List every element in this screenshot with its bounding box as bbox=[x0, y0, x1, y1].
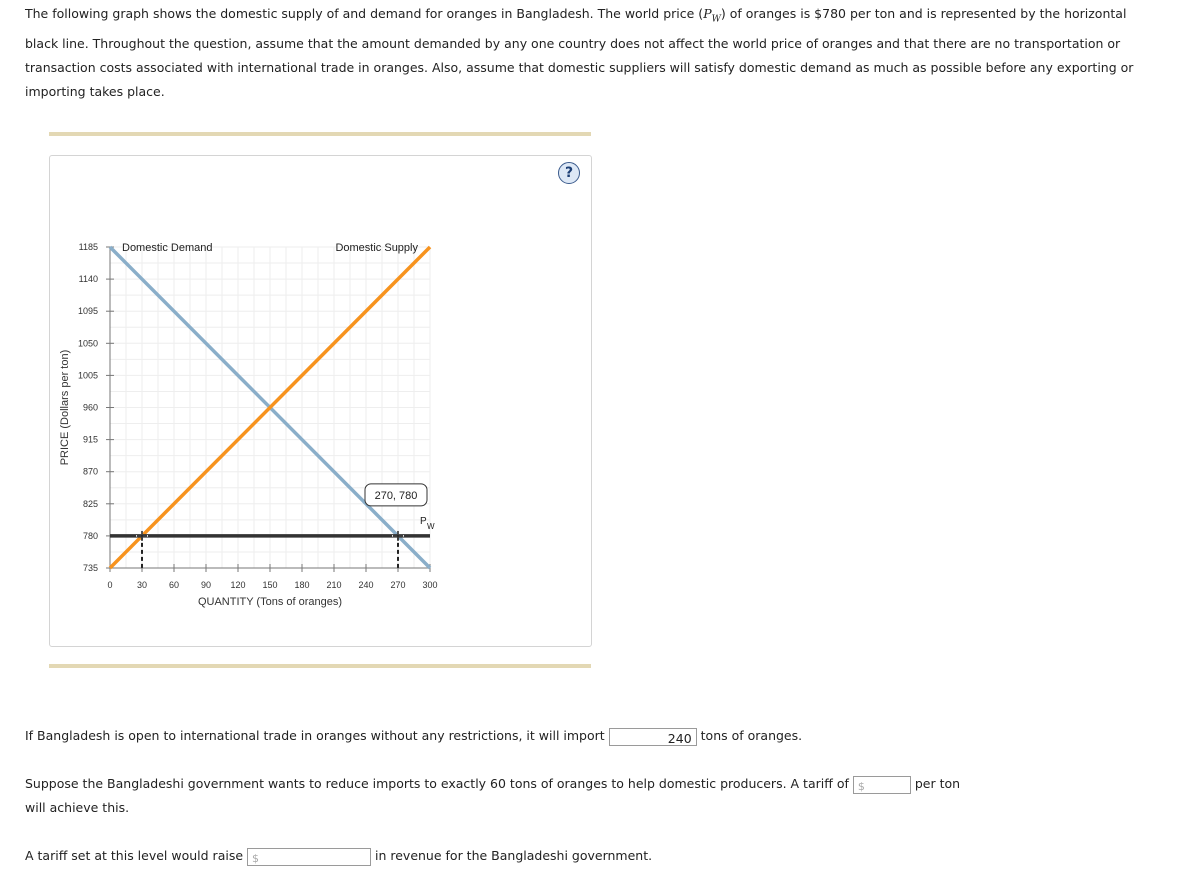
y-axis-label: PRICE (Dollars per ton) bbox=[59, 349, 71, 466]
tariff-prefix: Suppose the Bangladeshi government wants to reduce imports to exactly 60 tons of oranges to help domestic producers. A tariff of bbox=[25, 776, 849, 791]
supply-label: Domestic Supply bbox=[335, 242, 418, 254]
y-tick-label: 825 bbox=[82, 498, 98, 509]
pw-symbol: $P_W$ bbox=[703, 6, 721, 25]
y-tick-label: 1050 bbox=[77, 338, 98, 349]
x-tick-label: 120 bbox=[230, 580, 246, 590]
import-prefix: If Bangladesh is open to international trade in oranges without any restrictions, it will import bbox=[25, 728, 605, 743]
y-tick-label: 1005 bbox=[77, 370, 98, 381]
x-tick-label: 300 bbox=[422, 580, 438, 590]
help-icon[interactable]: ? bbox=[558, 162, 580, 184]
y-tick-label: 1185 bbox=[78, 242, 98, 252]
revenue-input[interactable]: $ bbox=[247, 848, 371, 866]
x-tick-label: 270 bbox=[390, 580, 406, 590]
x-tick-label: 180 bbox=[294, 580, 310, 590]
y-tick-label: 1095 bbox=[77, 306, 98, 317]
intro-part2: ) of oranges is $780 per ton and is represented by the horizontal black line. Throughout the question, assume that the amount demanded by any one country does not affect the world price of oranges and that there are no transportation or transaction costs associated with international trade in oranges. Also, assume that domestic suppliers will satisfy domestic demand as much as possible before any exporting or importing takes place. bbox=[25, 6, 1134, 99]
y-tick-label: 960 bbox=[82, 402, 98, 413]
y-tick-label: 780 bbox=[82, 530, 98, 541]
x-tick-label: 0 bbox=[107, 580, 113, 590]
world-price-label: P bbox=[420, 515, 427, 527]
import-suffix: tons of oranges. bbox=[700, 728, 803, 743]
question-tariff bbox=[25, 775, 1155, 794]
x-tick-label: 30 bbox=[136, 580, 148, 590]
tariff-input[interactable]: $ bbox=[853, 776, 911, 794]
point-tooltip-text: 270, 780 bbox=[374, 489, 418, 502]
question-import bbox=[25, 727, 802, 746]
import-input[interactable]: 240 bbox=[609, 728, 697, 746]
x-tick-label: 210 bbox=[326, 580, 342, 590]
intro-part1: The following graph shows the domestic supply of and demand for oranges in Bangladesh. The world price ( bbox=[25, 6, 704, 21]
x-tick-label: 60 bbox=[168, 580, 180, 590]
revenue-suffix: in revenue for the Bangladeshi government. bbox=[375, 848, 653, 863]
y-tick-label: 735 bbox=[82, 563, 98, 573]
revenue-prefix: A tariff set at this level would raise bbox=[25, 848, 244, 863]
x-tick-label: 150 bbox=[262, 580, 278, 590]
y-tick-label: 915 bbox=[82, 434, 98, 445]
x-tick-label: 240 bbox=[358, 580, 374, 590]
demand-label: Domestic Demand bbox=[122, 242, 213, 254]
question-revenue bbox=[25, 847, 652, 866]
tariff-suffix: per ton bbox=[914, 776, 961, 791]
x-axis-label: QUANTITY (Tons of oranges) bbox=[197, 596, 343, 608]
tariff-line2: will achieve this. bbox=[25, 800, 130, 815]
y-tick-label: 870 bbox=[82, 466, 98, 477]
world-price-subscript: W bbox=[427, 521, 435, 531]
x-tick-label: 90 bbox=[200, 580, 212, 590]
y-tick-label: 1140 bbox=[78, 274, 98, 285]
